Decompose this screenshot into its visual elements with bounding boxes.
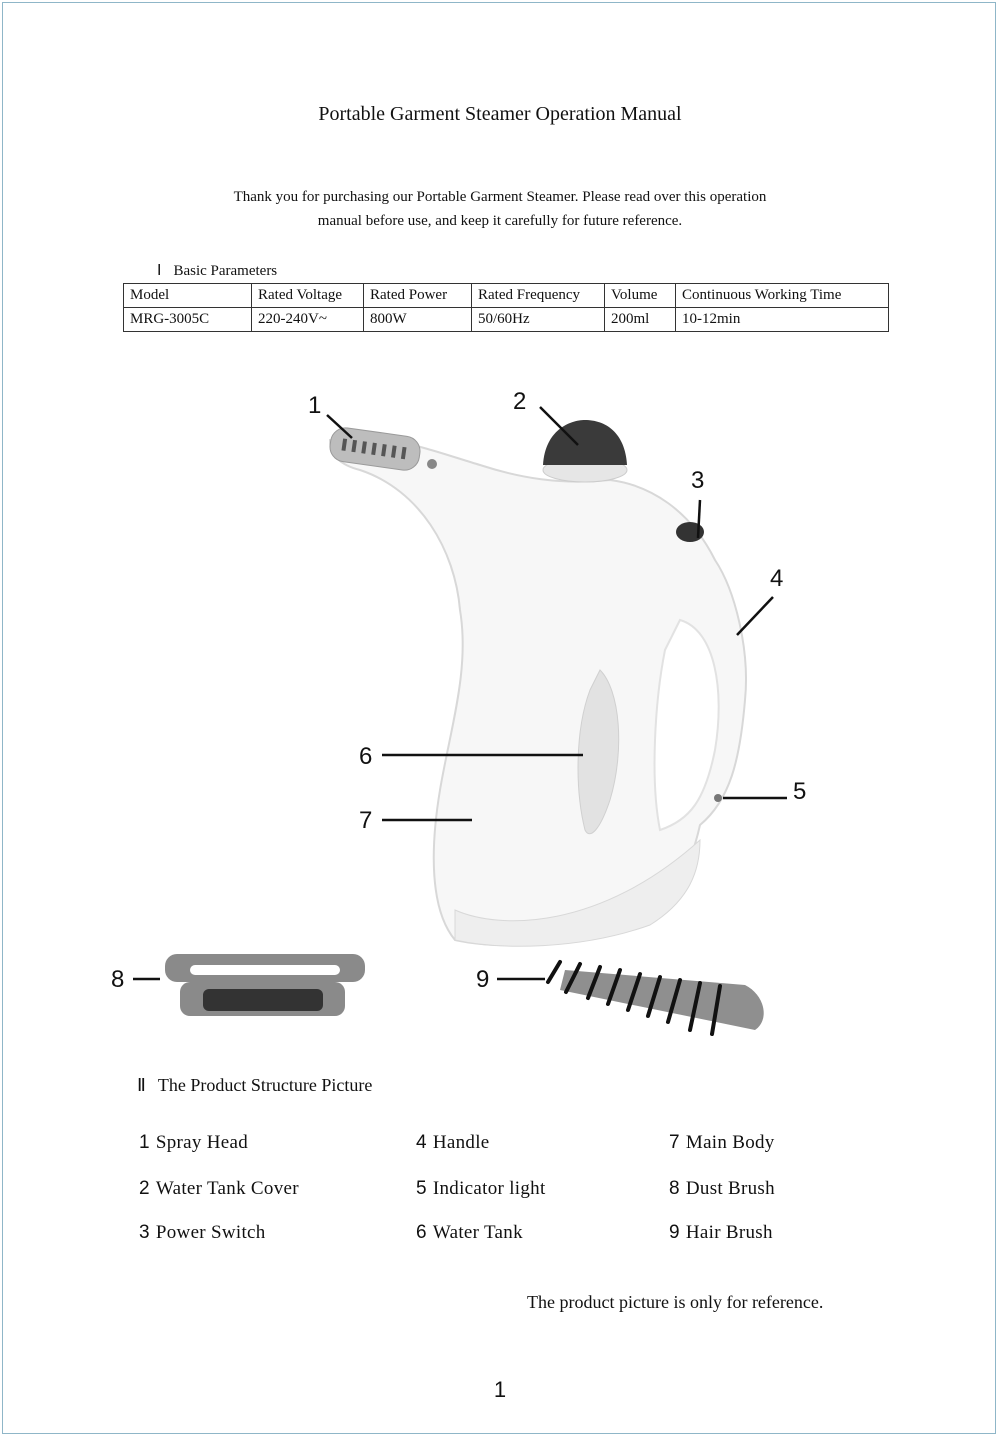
callout-6: 6 [359,743,373,770]
callout-1: 1 [308,392,322,419]
table-cell: 50/60Hz [472,308,605,332]
page-number: 1 [493,1377,507,1402]
product-diagram [0,370,1000,1060]
section-basic-parameters [157,261,277,280]
legend-item: 8 Dust Brush [669,1178,775,1199]
callout-2: 2 [513,388,527,415]
header-cell: Continuous Working Time [676,284,889,308]
section-structure-picture [137,1075,372,1096]
intro-paragraph [150,185,850,233]
indicator-light-shape [714,794,722,802]
intro-line-1: Thank you for purchasing our Portable Garment Steamer. Please read over this operation [233,189,767,205]
legend-item: 6 Water Tank [416,1222,523,1243]
table-cell: 10-12min [676,308,889,332]
legend-item: 3 Power Switch [139,1222,266,1243]
header-cell: Rated Power [364,284,472,308]
callout-3: 3 [691,467,705,494]
legend-item: 4 Handle [416,1132,490,1153]
header-cell: Rated Voltage [252,284,364,308]
header-cell: Volume [605,284,676,308]
steamer-illustration [0,370,1000,1060]
callout-8: 8 [111,966,125,993]
parameters-table [123,283,889,332]
table-header-row [124,284,889,308]
header-cell: Model [124,284,252,308]
callout-4: 4 [770,565,784,592]
table-cell: MRG-3005C [124,308,252,332]
callout-9: 9 [476,966,490,993]
manual-title: Portable Garment Steamer Operation Manual [318,103,682,125]
legend-item: 1 Spray Head [139,1132,249,1153]
table-cell: 200ml [605,308,676,332]
intro-line-2: manual before use, and keep it carefully for future reference. [317,213,683,229]
callout-7: 7 [359,807,373,834]
section-label: Basic Parameters [173,263,278,279]
tank-cover-cap [543,420,627,465]
legend-item: 7 Main Body [669,1132,775,1153]
legend-item: 5 Indicator light [416,1178,546,1199]
header-cell: Rated Frequency [472,284,605,308]
table-row [124,308,889,332]
table-cell: 800W [364,308,472,332]
legend-item: 9 Hair Brush [669,1222,773,1243]
section-numeral: Ⅱ [137,1075,146,1095]
reference-note: The product picture is only for reference. [527,1292,824,1312]
legend-item: 2 Water Tank Cover [139,1178,299,1199]
section-numeral: Ⅰ [157,263,162,279]
table-cell: 220-240V~ [252,308,364,332]
callout-5: 5 [793,778,807,805]
hair-brush-shape [560,970,764,1030]
section-label: The Product Structure Picture [157,1075,373,1095]
